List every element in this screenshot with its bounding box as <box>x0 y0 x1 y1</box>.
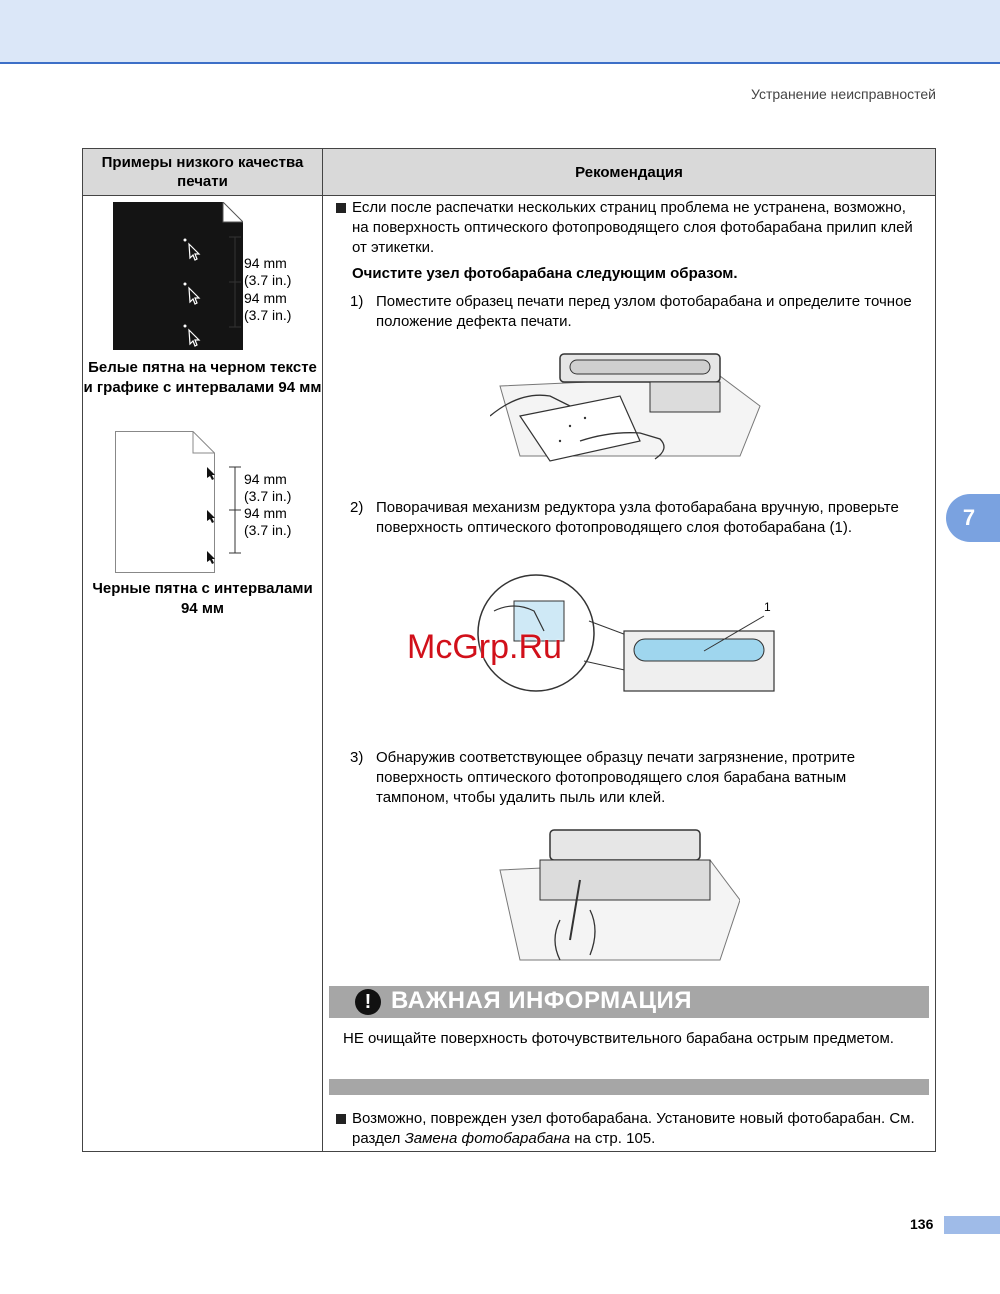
important-text: НЕ очищайте поверхность фоточувствительного барабана острым предметом. <box>343 1030 894 1047</box>
important-header <box>329 986 929 1018</box>
column-divider <box>322 149 323 1151</box>
bullet-square <box>336 203 346 213</box>
measure-bracket-1 <box>223 235 243 331</box>
measure-in: (3.7 in.) <box>244 272 292 288</box>
callout-label: 1 <box>764 600 771 614</box>
measure-mm: 94 mm <box>244 255 287 271</box>
watermark: McGrp.Ru <box>407 628 562 666</box>
step-number: 2) <box>350 499 364 516</box>
sample-caption: Черные пятна с интервалами 94 мм <box>92 580 313 617</box>
step-text: Обнаружив соответствующее образцу печати загрязнение, протрите поверхность оптического фотопроводящего слоя барабана ватным тампоном, чтобы удалить пыль или клей. <box>376 749 856 806</box>
exclamation-icon: ! <box>355 989 381 1015</box>
column-header-examples: Примеры низкого качества печати <box>101 154 304 190</box>
page-number: 136 <box>910 1216 934 1232</box>
measure-bracket-2 <box>223 465 243 557</box>
step-number: 3) <box>350 749 364 766</box>
important-footer <box>329 1079 929 1095</box>
bullet-square <box>336 1114 346 1124</box>
measure-in: (3.7 in.) <box>244 307 292 323</box>
step-text: Поворачивая механизм редуктора узла фотобарабана вручную, проверьте поверхность оптического фотопроводящего слоя фотобарабана (1). <box>376 499 899 536</box>
step-number: 1) <box>350 293 364 310</box>
sample-caption: Белые пятна на черном тексте и графике с интервалами 94 мм <box>83 359 322 396</box>
reference-link[interactable]: Замена фотобарабана <box>404 1130 571 1147</box>
measure-mm: 94 mm <box>244 290 287 306</box>
important-title: ВАЖНАЯ ИНФОРМАЦИЯ <box>391 987 693 1014</box>
table-header <box>83 149 935 196</box>
step-text: Поместите образец печати перед узлом фотобарабана и определите точное положение дефекта печати. <box>376 293 912 330</box>
drum-with-sample-illustration <box>490 346 770 466</box>
black-spots-sample-image <box>115 431 215 573</box>
procedure-heading: Очистите узел фотобарабана следующим образом. <box>352 265 738 282</box>
column-header-recommendation: Рекомендация <box>575 163 683 181</box>
bullet-text-2: Возможно, поврежден узел фотобарабана. Установите новый фотобарабан. См. раздел Замена фотобарабана на стр. 105. <box>352 1110 915 1147</box>
page-number-band <box>944 1216 1000 1234</box>
header-band <box>0 0 1000 64</box>
bullet-text: Если после распечатки нескольких страниц проблема не устранена, возможно, на поверхность оптического фотопроводящего слоя фотобарабана прилип клей от этикетки. <box>352 199 913 256</box>
measure-in: (3.7 in.) <box>244 522 292 538</box>
drum-cleaning-illustration <box>490 820 740 970</box>
measure-in: (3.7 in.) <box>244 488 292 504</box>
measure-mm: 94 mm <box>244 471 287 487</box>
chapter-tab[interactable]: 7 <box>946 494 1000 542</box>
measure-mm: 94 mm <box>244 505 287 521</box>
section-title: Устранение неисправностей <box>751 86 936 102</box>
